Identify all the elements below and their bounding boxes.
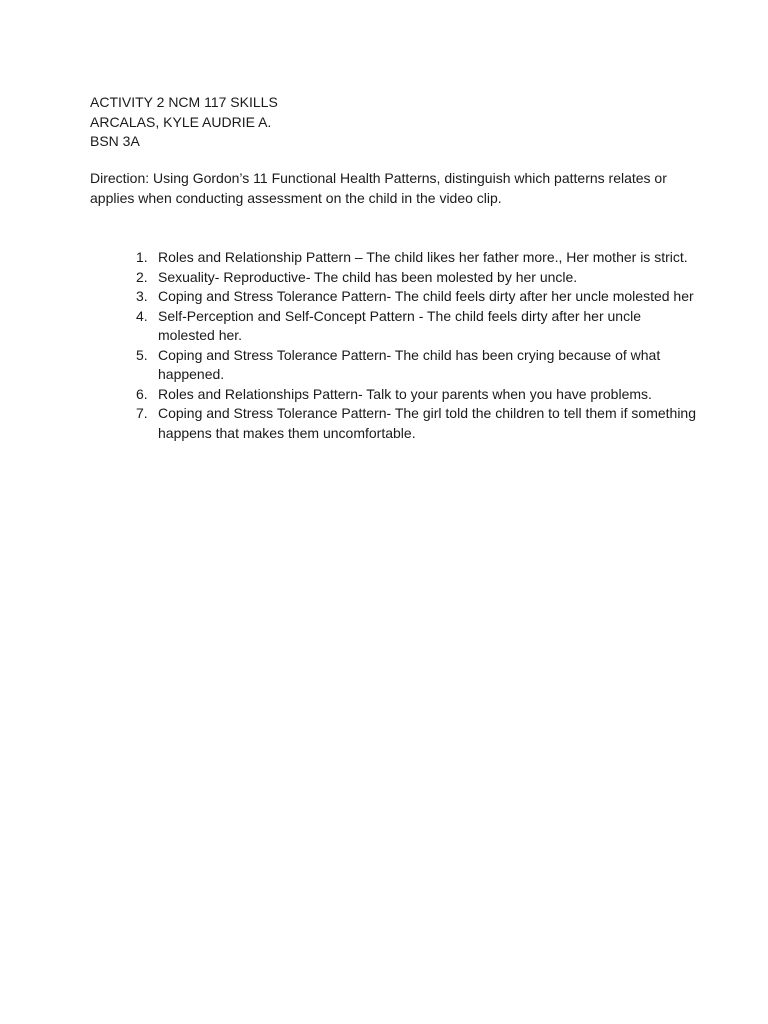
- item-text: Coping and Stress Tolerance Pattern- The girl told the children to tell them if something happens that makes them uncomfortable.: [158, 405, 696, 441]
- item-text: Coping and Stress Tolerance Pattern- The child feels dirty after her uncle molested her: [158, 288, 694, 304]
- item-text: Roles and Relationships Pattern- Talk to your parents when you have problems.: [158, 385, 652, 402]
- list-item: [136, 385, 696, 405]
- item-number: 5.: [136, 346, 148, 363]
- item-text: Sexuality- Reproductive- The child has been molested by her uncle.: [158, 268, 578, 285]
- direction-paragraph: Direction: Using Gordon’s 11 Functional Health Patterns, distinguish which patterns relates or applies when conducting assessment on the child in the video clip.: [90, 170, 667, 206]
- list-item: [136, 248, 696, 268]
- list-item: [136, 346, 696, 385]
- list-item: [136, 404, 696, 443]
- item-text: Roles and Relationship Pattern – The child likes her father more., Her mother is strict.: [158, 249, 688, 265]
- list-item: [136, 287, 696, 307]
- list-item: [136, 307, 696, 346]
- item-text: Self-Perception and Self-Concept Pattern - The child feels dirty after her uncle molested her.: [158, 307, 641, 343]
- student-section: BSN 3A: [90, 133, 140, 149]
- item-number: 6.: [136, 385, 148, 402]
- document-header: [90, 93, 690, 152]
- student-name: ARCALAS, KYLE AUDRIE A.: [90, 113, 272, 130]
- answer-list: [136, 248, 696, 443]
- item-number: 7.: [136, 405, 148, 421]
- item-number: 3.: [136, 288, 148, 304]
- activity-title: ACTIVITY 2 NCM 117 SKILLS: [90, 94, 278, 110]
- item-text: Coping and Stress Tolerance Pattern- The child has been crying because of what happened.: [158, 346, 661, 382]
- item-number: 1.: [136, 249, 148, 265]
- item-number: 4.: [136, 307, 148, 324]
- list-item: [136, 268, 696, 288]
- item-number: 2.: [136, 268, 148, 285]
